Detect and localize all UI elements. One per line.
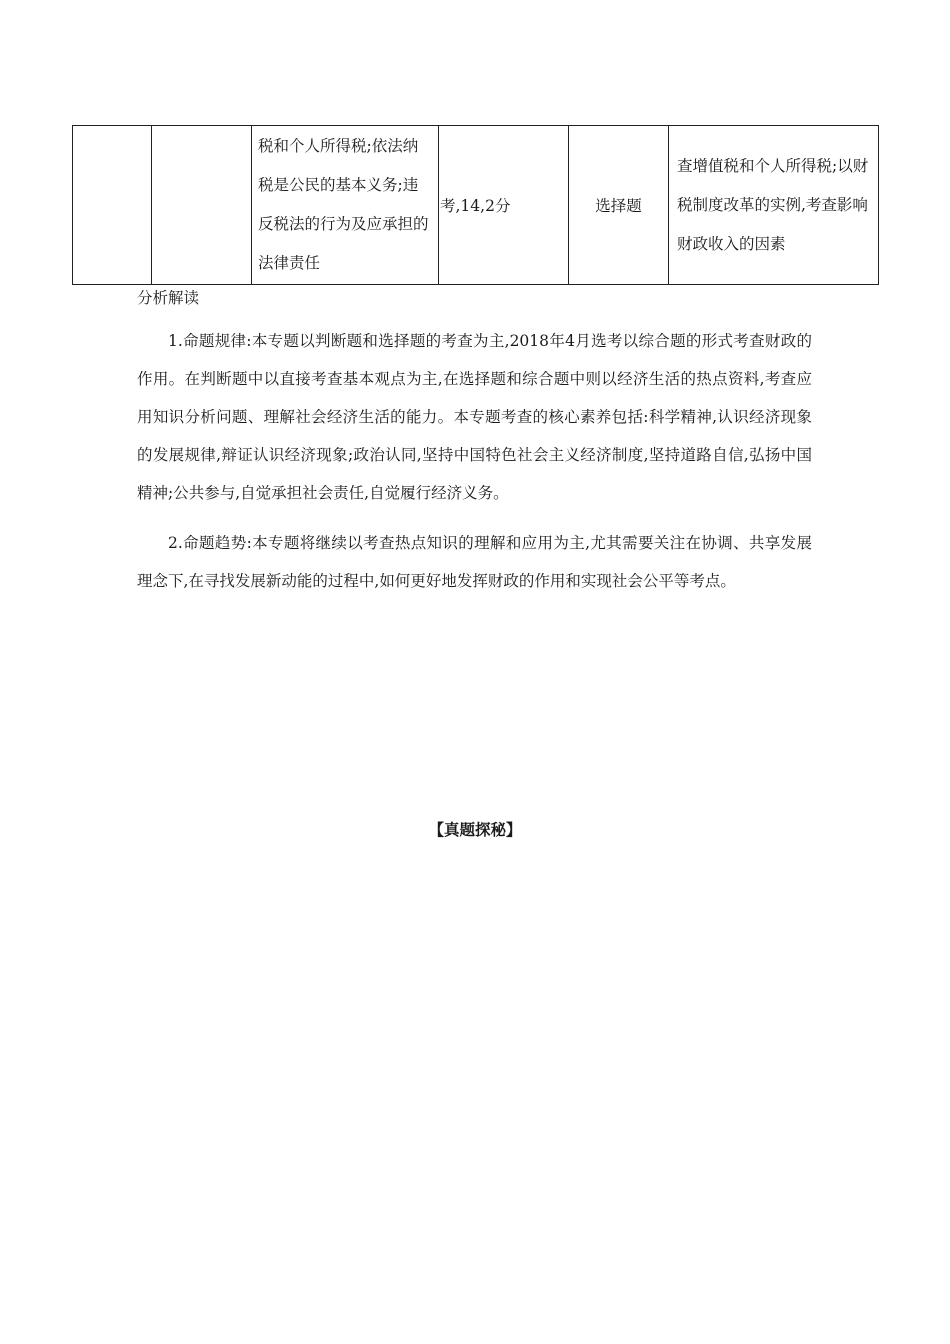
table-cell-note: 查增值税和个人所得税;以财税制度改革的实例,考查影响财政收入的因素: [669, 126, 879, 285]
table-cell-empty-1: [73, 126, 152, 285]
table-cell-topic: 税和个人所得税;依法纳税是公民的基本义务;违反税法的行为及应承担的法律责任: [252, 126, 439, 285]
analysis-paragraph-trends: 2.命题趋势:本专题将继续以考查热点知识的理解和应用为主,尤其需要关注在协调、共享发展理念下,在寻找发展新动能的过程中,如何更好地发挥财政的作用和实现社会公平等考点。: [137, 534, 812, 590]
analysis-title: 分析解读: [137, 289, 200, 307]
table-cell-empty-2: [152, 126, 252, 285]
table-row: [73, 126, 879, 285]
section-heading: 【真题探秘】: [428, 821, 522, 839]
exam-spec-table: [72, 125, 879, 285]
analysis-paragraph-rules: 1.命题规律:本专题以判断题和选择题的考查为主,2018年4月选考以综合题的形式考查财政的作用。在判断题中以直接考查基本观点为主,在选择题和综合题中则以经济生活的热点资料,考查应用知识分析问题、理解社会经济生活的能力。本专题考查的核心素养包括:科学精神,认识经济现象的发展规律,辩证认识经济现象;政治认同,坚持中国特色社会主义经济制度,坚持道路自信,弘扬中国精神;公共参与,自觉承担社会责任,自觉履行经济义务。: [137, 332, 812, 502]
table-cell-exam: 考,14,2分: [439, 126, 569, 285]
table-cell-question-type: 选择题: [569, 126, 669, 285]
